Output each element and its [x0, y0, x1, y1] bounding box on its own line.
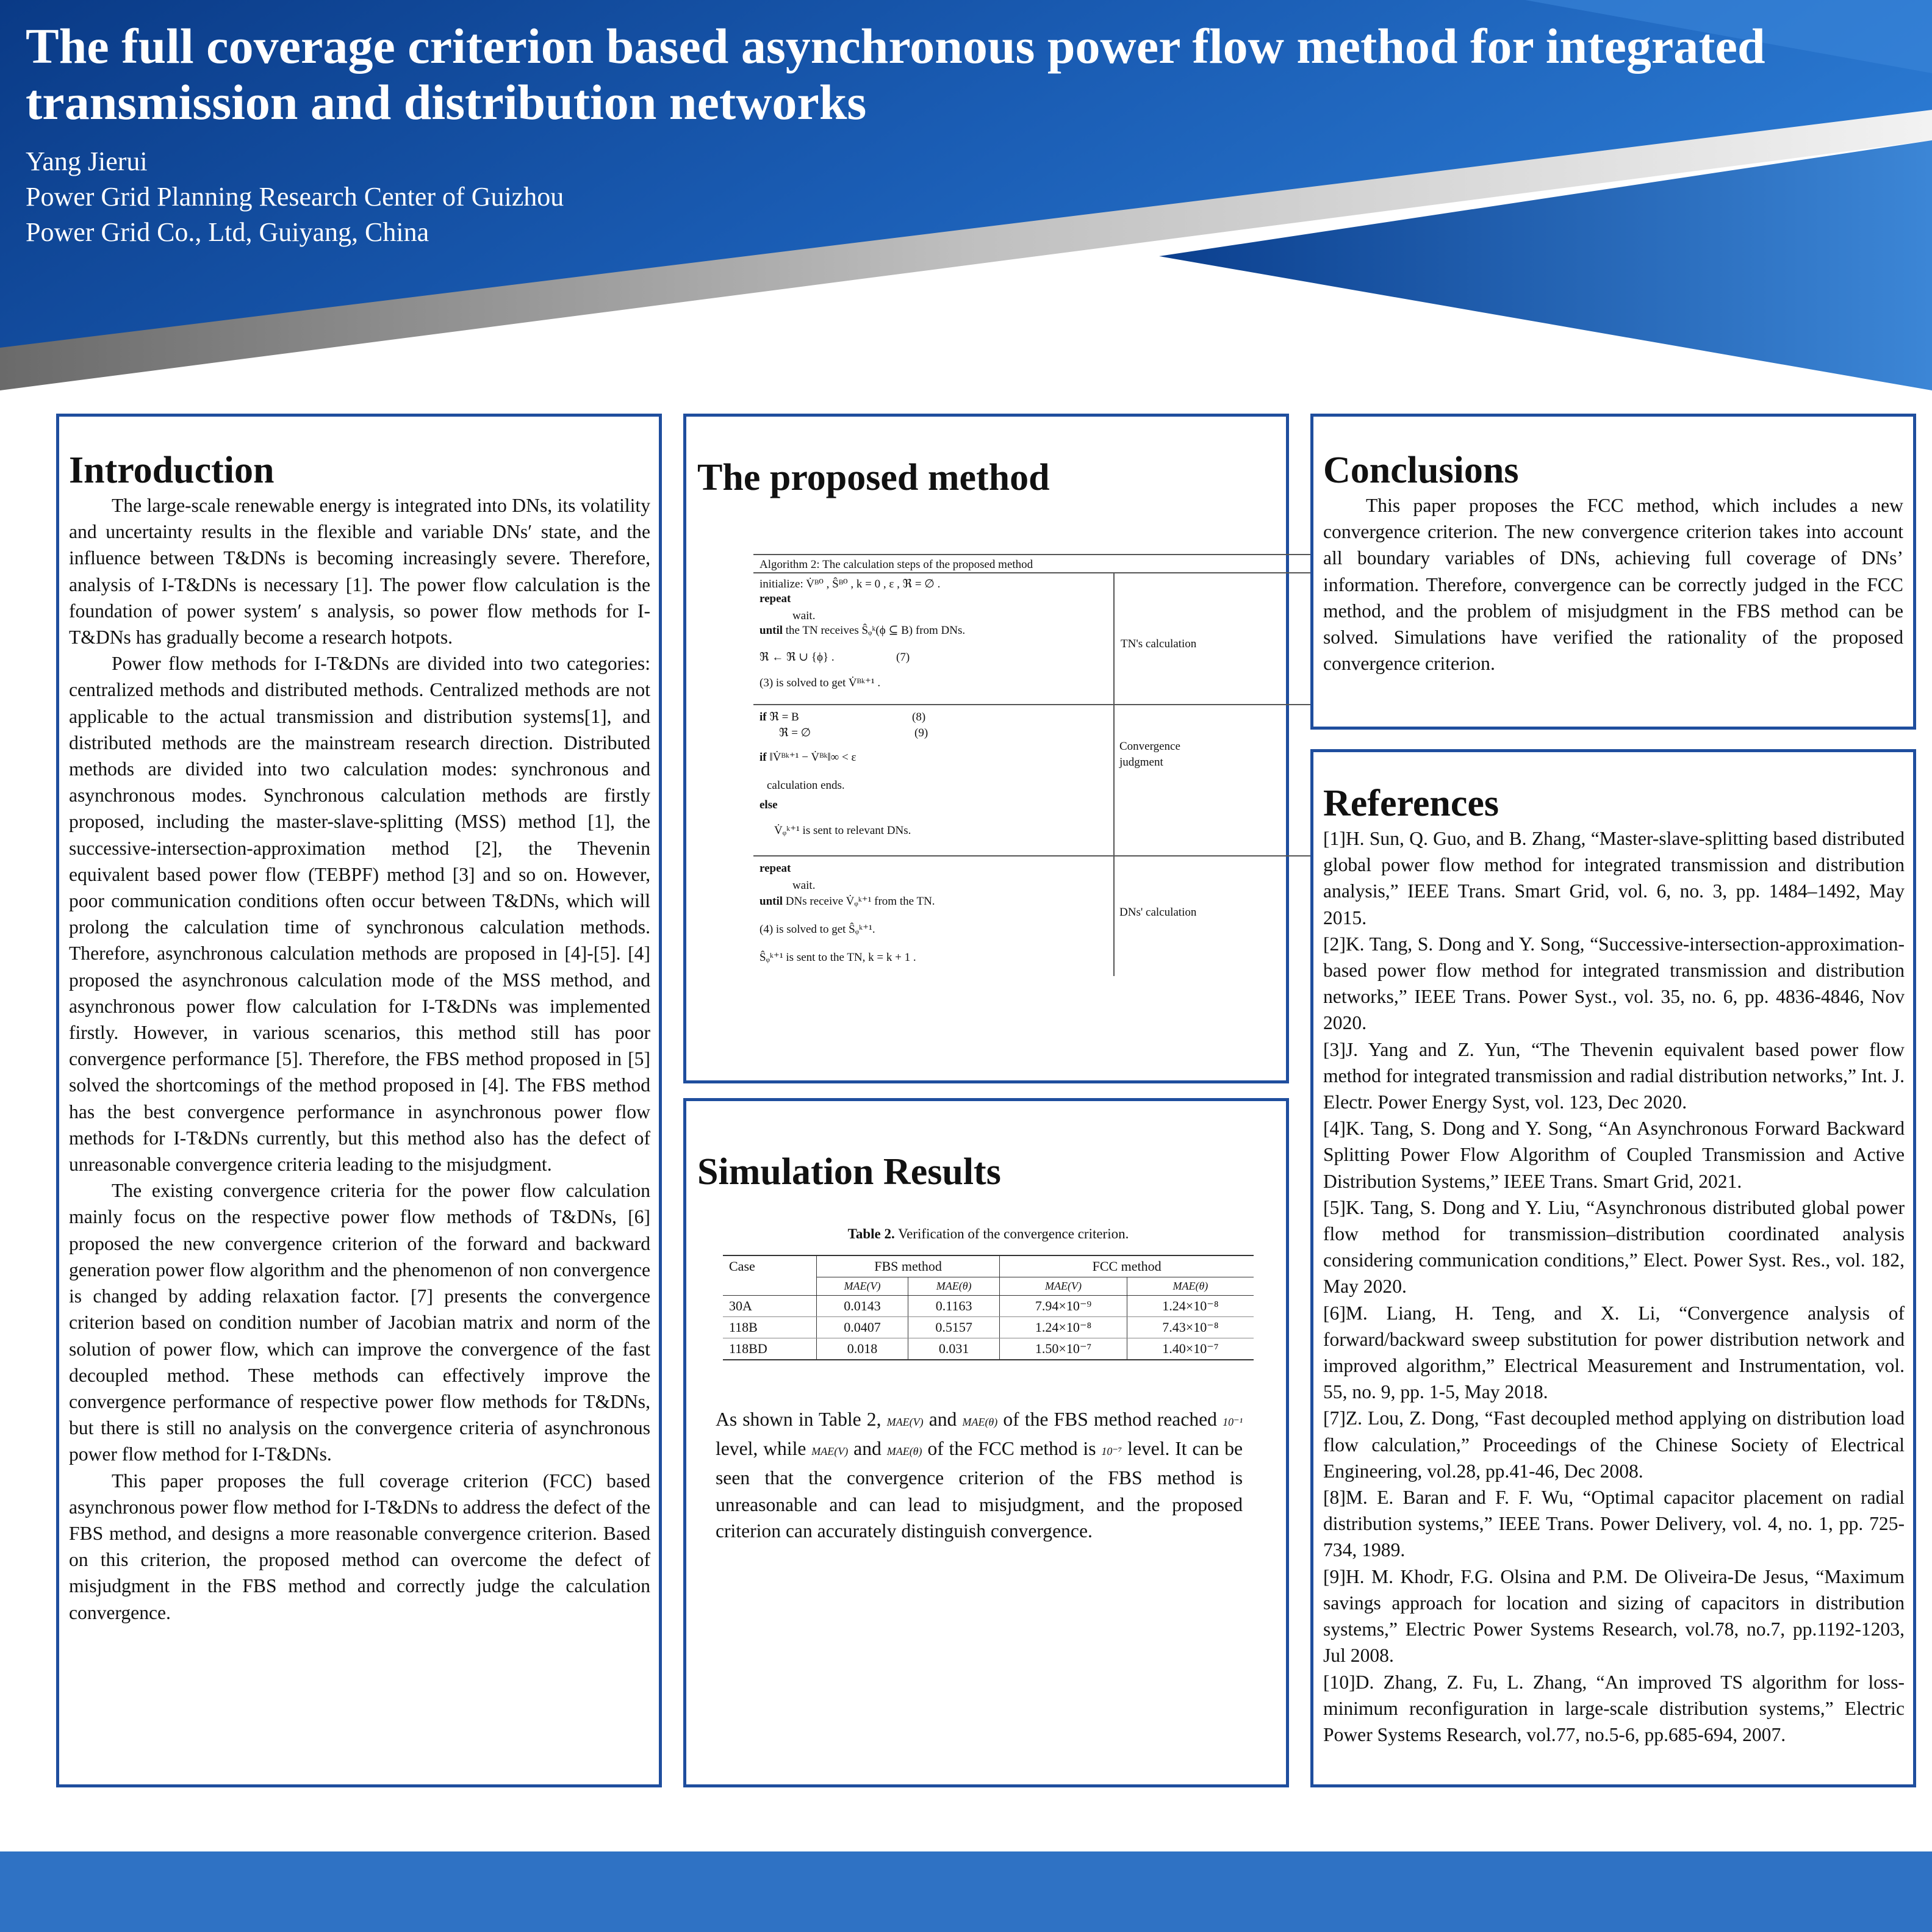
algo-solve3: (3) is solved to get V̇ᴮᵏ⁺¹ . — [760, 677, 881, 689]
algo-if-1: if ℜ = B — [760, 711, 799, 724]
table-subcol: MAE(V) — [816, 1277, 908, 1296]
simulation-body: As shown in Table 2, MAE(V) and MAE(θ) of the FBS method reached 10⁻¹ level, while MAE(V) and MAE(θ) of the FCC method is 10⁻⁷ level. It can be seen that the convergence criterion of the FBS method is unreasonable and can lead to misjudgment, and the proposed criterion can accurately distinguish convergence. — [716, 1409, 1243, 1542]
table-cell: 0.018 — [816, 1338, 908, 1360]
table-cell: 7.43×10⁻⁸ — [1127, 1317, 1254, 1338]
table-col-case: Case — [723, 1255, 816, 1296]
author-affiliation-line-2: Power Grid Co., Ltd, Guiyang, China — [26, 217, 429, 247]
math-inline: MAE(θ) — [886, 1445, 922, 1458]
reference-item: [1]H. Sun, Q. Guo, and B. Zhang, “Master-slave-splitting based distributed global power flow method for integrated transmission and distribution analysis,” IEEE Trans. Smart Grid, vol. 6, no. 3, pp. 1484–1492, May 2015. — [1323, 828, 1905, 928]
algo-repeat-2: repeat — [760, 862, 791, 875]
table-cell: 1.40×10⁻⁷ — [1127, 1338, 1254, 1360]
algo-eq8: (8) — [912, 711, 926, 724]
table-header-row — [723, 1255, 1254, 1277]
math-inline: 10⁻⁷ — [1101, 1445, 1122, 1458]
header-banner — [0, 0, 1932, 403]
algo-conv-label-1: Convergence — [1119, 740, 1180, 753]
algo-eq7: (7) — [896, 651, 910, 664]
table-subcol: MAE(θ) — [1127, 1277, 1254, 1296]
algo-eq9: (9) — [914, 727, 928, 739]
reference-item: [9]H. M. Khodr, F.G. Olsina and P.M. De Oliveira-De Jesus, “Maximum savings approach for location and sizing of capacitors in distribution systems,” Electric Power Systems Research, vol.78, no.7, pp.1192-1203, Jul 2008. — [1323, 1565, 1905, 1667]
table-cell: 1.50×10⁻⁷ — [1000, 1338, 1127, 1360]
introduction-paragraph: The large-scale renewable energy is integrated into DNs, its volatility and uncertainty results in the flexible and variable DNs′ state, and the influence between T&DNs is becoming increasingly severe. Therefore, analysis of I-T&DNs is necessary [1]. The power flow calculation is the foundation of power system′ s analysis, so power flow methods for I-T&DNs has gradually become a research hotpots. — [69, 495, 650, 648]
table-group-fcc: FCC method — [1000, 1255, 1254, 1277]
algo-else: else — [760, 799, 778, 811]
reference-item: [8]M. E. Baran and F. F. Wu, “Optimal capacitor placement on radial distribution systems,” IEEE Trans. Power Delivery, vol. 4, no. 1, pp. 725-734, 1989. — [1323, 1487, 1905, 1561]
table-cell: 0.1163 — [908, 1296, 1000, 1317]
algo-until-tn: until the TN receives Ŝᵩᵏ(ϕ ⊆ B) from DNs. — [760, 624, 966, 637]
table-cell: 118BD — [723, 1338, 816, 1360]
table-group-fbs: FBS method — [816, 1255, 999, 1277]
references-panel — [1310, 749, 1916, 1787]
conclusions-heading: Conclusions — [1323, 450, 1519, 491]
table-caption: Table 2. Verification of the convergence criterion. — [847, 1226, 1129, 1241]
math-inline: MAE(V) — [811, 1445, 849, 1458]
reference-item: [2]K. Tang, S. Dong and Y. Song, “Successive-intersection-approximation-based power flow method for integrated transmission and distribution networks,” IEEE Trans. Power Syst., vol. 35, no. 6, pp. 4836-4846, Nov 2020. — [1323, 933, 1905, 1034]
algo-tn-label: TN's calculation — [1121, 637, 1197, 650]
algo-r-update: ℜ ← ℜ ∪ {ϕ} . — [760, 651, 835, 664]
algo-wait: wait. — [792, 609, 816, 622]
author-block — [26, 144, 880, 250]
reference-item: [6]M. Liang, H. Teng, and X. Li, “Convergence analysis of forward/backward sweep substitution for power distribution network and improved algorithm,” Electrical Measurement and Instrumentation, vol. 55, no. 9, pp. 1-5, May 2018. — [1323, 1302, 1905, 1403]
reference-item: [3]J. Yang and Z. Yun, “The Thevenin equivalent based power flow method for integrated transmission and radial distribution networks,” Int. J. Electr. Power Energy Syst, vol. 123, Dec 2020. — [1323, 1038, 1905, 1113]
table-subcol: MAE(θ) — [908, 1277, 1000, 1296]
algo-calc-ends: calculation ends. — [767, 779, 845, 792]
conclusions-body — [1323, 492, 1903, 677]
conclusions-paragraph: This paper proposes the FCC method, which includes a new convergence criterion. The new convergence criterion takes into account all boundary variables of DNs, achieving full coverage of DNs’ information. Therefore, convergence can be correctly judged in the FCC method, and the problem of misjudgment in the FBS method can be solved. Simulations have verified the rationality of the proposed convergence criterion. — [1323, 495, 1903, 675]
references-heading: References — [1323, 783, 1499, 824]
table-cell: 118B — [723, 1317, 816, 1338]
math-inline: MAE(θ) — [962, 1416, 998, 1428]
method-panel — [683, 414, 1289, 1083]
algorithm-box — [753, 554, 1315, 976]
poster-title: The full coverage criterion based asynchronous power flow method for integrated transmission and distribution networks — [26, 18, 1765, 130]
references-list — [1323, 825, 1905, 1748]
table-cell: 0.0407 — [816, 1317, 908, 1338]
math-inline: 10⁻¹ — [1223, 1416, 1243, 1428]
author-name: Yang Jierui — [26, 146, 148, 176]
introduction-body — [69, 492, 650, 1626]
conclusions-panel — [1310, 414, 1916, 730]
table-cell: 0.031 — [908, 1338, 1000, 1360]
table-subcol: MAE(V) — [1000, 1277, 1127, 1296]
results-table — [723, 1255, 1254, 1360]
simulation-panel — [683, 1098, 1289, 1787]
table-row — [723, 1317, 1254, 1338]
algo-sent-tn: Ŝᵩᵏ⁺¹ is sent to the TN, k = k + 1 . — [760, 951, 916, 964]
table-cell: 1.24×10⁻⁸ — [1000, 1317, 1127, 1338]
introduction-paragraph: Power flow methods for I-T&DNs are divided into two categories: centralized methods and distributed methods. Centralized methods are not applicable to the actual transmission and distribution systems[1], and distributed methods are the mainstream research direction. Distributed methods are divided into two calculation modes: synchronous and asynchronous modes. Synchronous calculation methods are firstly proposed, including the master-slave-splitting (MSS) method [1], the successive-intersection-approximation method [2], the Thevenin equivalent based power flow (TEBPF) method [3] and so on. However, poor communication conditions often occur between T&DNs, which will prolong the calculation time of synchronous calculation methods. Therefore, asynchronous calculation methods are proposed in [4]-[5]. [4] proposed the asynchronous calculation mode of the MSS method, and asynchronous power flow calculation for I-T&DNs was implemented firstly. However, in various scenarios, this method still has poor convergence performance [5]. Therefore, the FBS method proposed in [5] solved the shortcomings of the method proposed in [4]. The FBS method has the best convergence performance in asynchronous power flow methods for I-T&DNs currently, but this method also has the defect of unreasonable convergence criteria leading to the misjudgment. — [69, 653, 650, 1176]
table-row — [723, 1296, 1254, 1317]
simulation-heading: Simulation Results — [697, 1151, 1001, 1193]
algo-wait-2: wait. — [792, 879, 816, 892]
author-affiliation-line-1: Power Grid Planning Research Center of Guizhou — [26, 182, 564, 212]
reference-item: [5]K. Tang, S. Dong and Y. Liu, “Asynchronous distributed global power flow method for transmission–distribution coordinated analysis considering communication conditions,” Elect. Power Syst. Res., vol. 182, May 2020. — [1323, 1196, 1905, 1298]
method-heading: The proposed method — [697, 457, 1050, 498]
reference-item: [10]D. Zhang, Z. Fu, L. Zhang, “An improved TS algorithm for loss-minimum reconfiguration in large-scale distribution systems,” Electric Power Systems Research, vol.77, no.5-6, pp.685-694, 2007. — [1323, 1671, 1905, 1745]
table-cell: 0.0143 — [816, 1296, 908, 1317]
footer-band — [0, 1851, 1932, 1932]
algo-initialize: initialize: V̇ᴮ⁰ , Ŝᴮ⁰ , k = 0 , ε , ℜ = ∅ . — [760, 578, 941, 591]
algo-until-dn: until DNs receive V̇ᵩᵏ⁺¹ from the TN. — [760, 895, 935, 908]
algo-dn-label: DNs' calculation — [1119, 906, 1197, 919]
introduction-panel — [56, 414, 662, 1787]
reference-item: [4]K. Tang, S. Dong and Y. Song, “An Asynchronous Forward Backward Splitting Power Flow Algorithm of Coupled Transmission and Active Distribution Systems,” IEEE Trans. Smart Grid, 2021. — [1323, 1118, 1905, 1192]
algorithm-caption: Algorithm 2: The calculation steps of the proposed method — [753, 554, 1315, 573]
algo-conv-label-2: judgment — [1119, 756, 1163, 769]
introduction-heading: Introduction — [69, 450, 275, 491]
algo-repeat: repeat — [760, 592, 791, 605]
math-inline: MAE(V) — [886, 1416, 924, 1428]
table-cell: 30A — [723, 1296, 816, 1317]
reference-item: [7]Z. Lou, Z. Dong, “Fast decoupled method applying on distribution load flow calculation,” Proceedings of the Chinese Society of Electrical Engineering, vol.28, pp.41-46, Dec 2008. — [1323, 1407, 1905, 1482]
algo-sent-dns: V̇ᵩᵏ⁺¹ is sent to relevant DNs. — [774, 824, 911, 837]
table-row — [723, 1338, 1254, 1360]
introduction-paragraph: This paper proposes the full coverage criterion (FCC) based asynchronous power flow method for I-T&DNs to address the defect of the FBS method, and designs a more reasonable convergence criterion. Based on this criterion, the proposed method can overcome the defect of misjudgment in the FBS method and correctly judge the calculation convergence. — [69, 1470, 650, 1623]
table-cell: 7.94×10⁻⁹ — [1000, 1296, 1127, 1317]
introduction-paragraph: The existing convergence criteria for the power flow calculation mainly focus on the respective power flow methods of T&DNs, [6] proposed the new convergence criterion of the forward and backward generation power flow algorithm and the phenomenon of non convergence is changed by adding relaxation factor. [7] presents the convergence criterion based on condition number of Jacobian matrix and norm of the solution of power flow, which can improve the convergence of the fast decoupled method. These methods can effectively improve the convergence performance of respective power flow methods for T&DNs, but there is still no analysis on the convergence criteria of asynchronous power flow method for I-T&DNs. — [69, 1180, 650, 1465]
algo-if-2: if ‖V̇ᴮᵏ⁺¹ − V̇ᴮᵏ‖∞ < ε — [760, 751, 856, 764]
algo-solve4: (4) is solved to get Ŝᵩᵏ⁺¹. — [760, 923, 875, 936]
table-cell: 0.5157 — [908, 1317, 1000, 1338]
table-cell: 1.24×10⁻⁸ — [1127, 1296, 1254, 1317]
algo-r-reset: ℜ = ∅ — [779, 727, 811, 739]
